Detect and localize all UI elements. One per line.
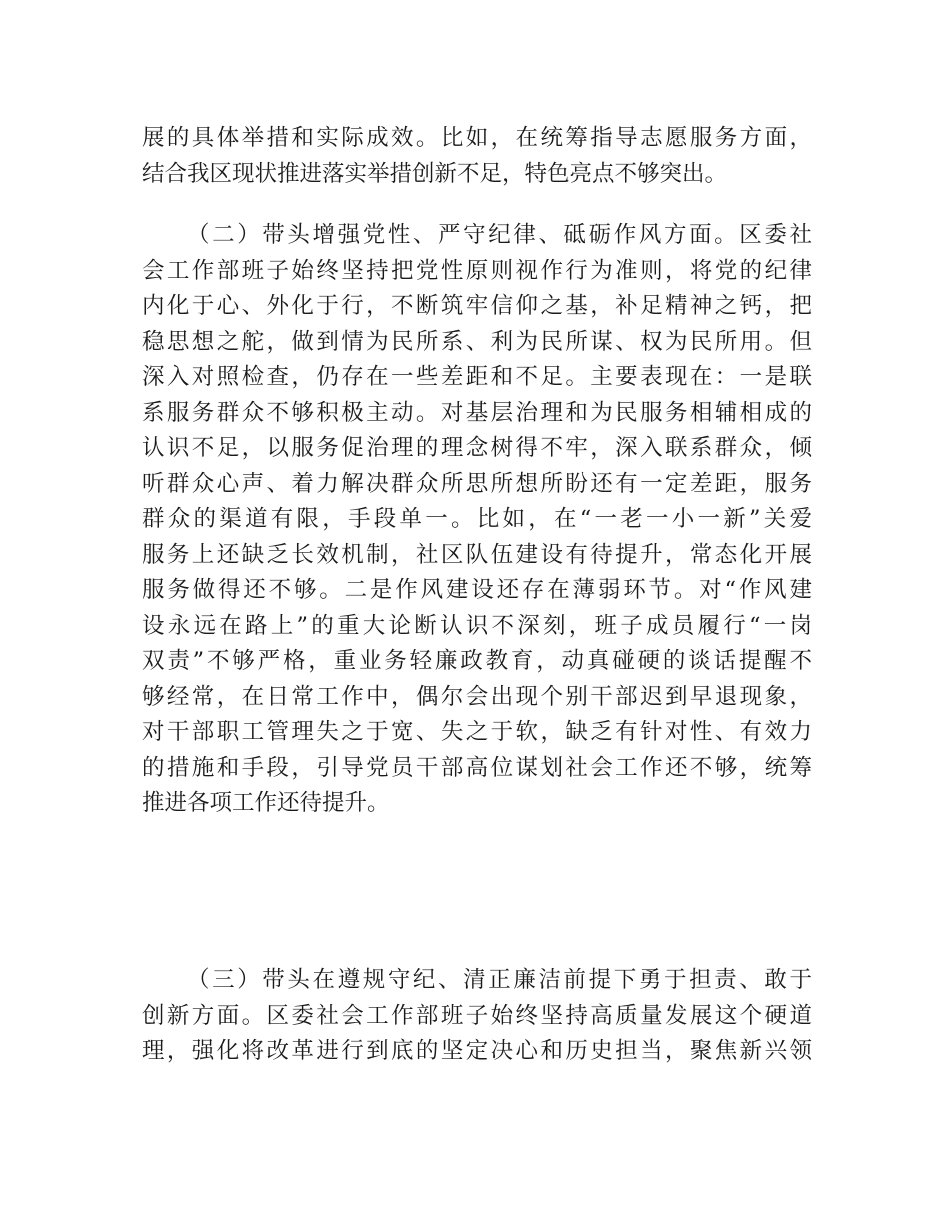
paragraph-line: 理，强化将改革进行到底的坚定决心和历史担当，聚焦新兴领 (142, 1038, 812, 1064)
paragraph-line: 会工作部班子始终坚持把党性原则视作行为准则，将党的纪律 (142, 257, 812, 284)
paragraph-line: 展的具体举措和实际成效。比如，在统筹指导志愿服务方面， (142, 125, 812, 151)
paragraph-section-2 (142, 218, 812, 822)
paragraph-line: 结合我区现状推进落实举措创新不足，特色亮点不够突出。 (142, 160, 728, 187)
paragraph-line: 推进各项工作还待提升。 (142, 790, 390, 816)
paragraph-heading-line: （二）带头增强党性、严守纪律、砥砺作风方面。区委社 (187, 222, 812, 248)
paragraph-line: 群众的渠道有限，手段单一。比如，在“一老一小一新”关爱 (142, 506, 812, 532)
paragraph-line: 服务上还缺乏长效机制，社区队伍建设有待提升，常态化开展 (142, 541, 812, 568)
paragraph-line: 够经常，在日常工作中，偶尔会出现个别干部迟到早退现象， (142, 683, 812, 710)
paragraph-line: 系服务群众不够积极主动。对基层治理和为民服务相辅相成的 (142, 399, 812, 426)
paragraph-line: 双责”不够严格，重业务轻廉政教育，动真碰硬的谈话提醒不 (142, 648, 812, 674)
paragraph-line: 认识不足，以服务促治理的理念树得不牢，深入联系群众，倾 (142, 435, 812, 461)
paragraph-line: 深入对照检查，仍存在一些差距和不足。主要表现在：一是联 (142, 364, 812, 390)
paragraph-line: 的措施和手段，引导党员干部高位谋划社会工作还不够，统筹 (142, 754, 812, 781)
paragraph-line: 听群众心声、着力解决群众所思所想所盼还有一定差距，服务 (142, 470, 812, 497)
paragraph-line: 服务做得还不够。二是作风建设还存在薄弱环节。对“作风建 (142, 577, 812, 603)
paragraph-continuation (142, 121, 812, 192)
paragraph-section-3 (142, 963, 812, 1070)
paragraph-line: 创新方面。区委社会工作部班子始终坚持高质量发展这个硬道 (142, 1002, 812, 1029)
paragraph-line: 设永远在路上”的重大论断认识不深刻，班子成员履行“一岗 (142, 612, 812, 639)
paragraph-line: 内化于心、外化于行，不断筑牢信仰之基，补足精神之钙，把 (142, 293, 812, 319)
paragraph-heading-line: （三）带头在遵规守纪、清正廉洁前提下勇于担责、敢于 (187, 967, 812, 993)
paragraph-line: 稳思想之舵，做到情为民所系、利为民所谋、权为民所用。但 (142, 328, 812, 355)
paragraph-line: 对干部职工管理失之于宽、失之于软，缺乏有针对性、有效力 (142, 719, 812, 745)
